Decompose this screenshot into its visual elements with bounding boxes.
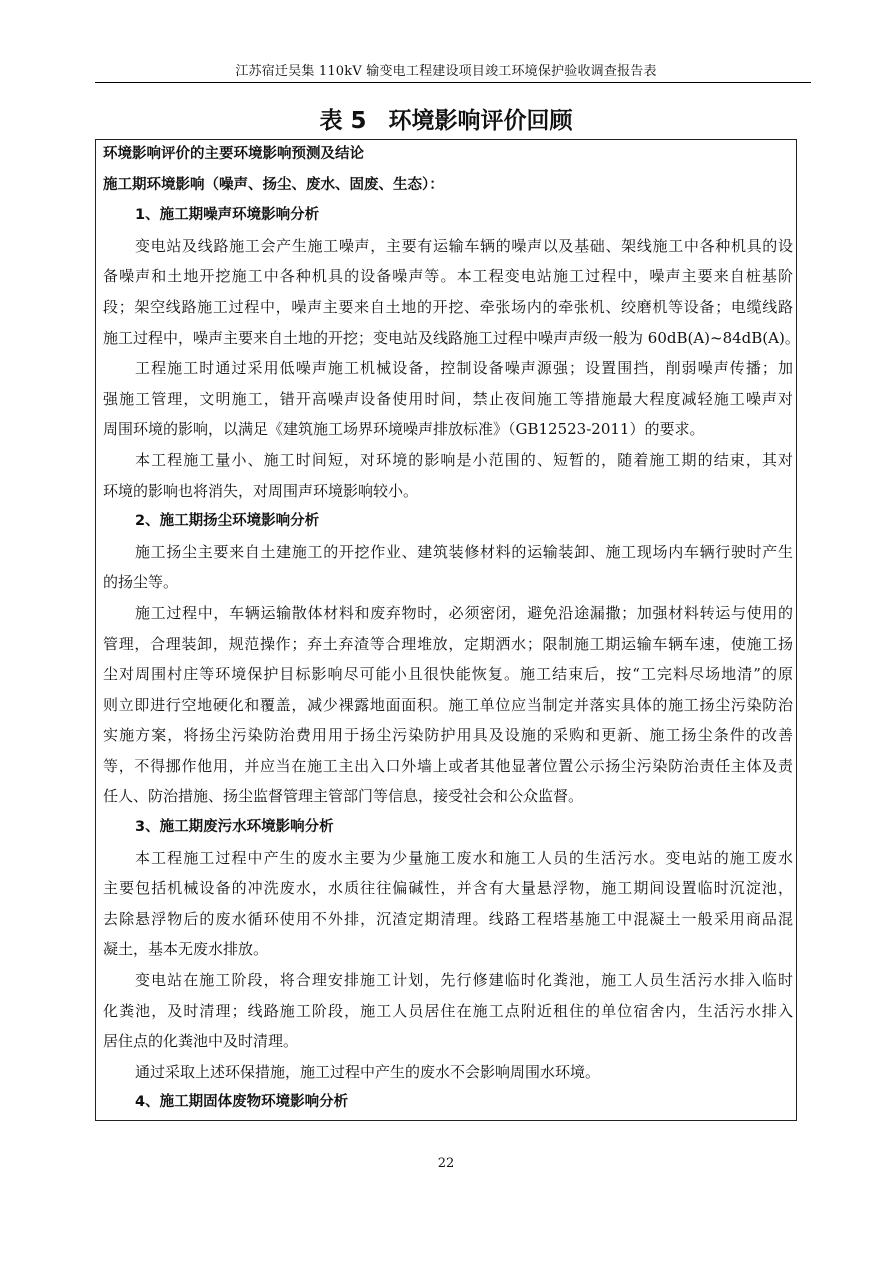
paragraph-line: 化粪池，及时清理；线路施工阶段，施工人员居住在施工点附近租住的单位宿舍内，生活污水排入: [103, 1001, 793, 1020]
paragraph-line: 尘对周围村庄等环境保护目标影响尽可能小且很快能恢复。施工结束后，按“工完料尽场地清”的原: [103, 665, 793, 684]
paragraph-line: 通过采取上述环保措施，施工过程中产生的废水不会影响周围水环境。: [135, 1062, 601, 1081]
paragraph-line: 的扬尘等。: [103, 573, 179, 592]
paragraph-line: 变电站在施工阶段，将合理安排施工计划，先行修建临时化粪池，施工人员生活污水排入临时: [135, 971, 793, 990]
header-rule: [95, 82, 811, 83]
table-content: [103, 139, 800, 1118]
table-title-text: 环境影响评价回顾: [388, 108, 573, 134]
paragraph-line: 实施方案，将扬尘污染防治费用用于扬尘污染防护用具及设施的采购和更新、施工扬尘条件的改善: [103, 726, 793, 745]
paragraph-line: 管理，合理装卸，规范操作；弃土弃渣等合理堆放，定期洒水；限制施工期运输车辆车速，使施工扬: [103, 634, 793, 653]
paragraph-line: 工程施工时通过采用低噪声施工机械设备，控制设备噪声源强；设置围挡，削弱噪声传播；加: [135, 359, 793, 378]
period-heading: 施工期环境影响（噪声、扬尘、废水、固废、生态）：: [103, 176, 444, 193]
paragraph-line: 施工过程中，噪声主要来自土地的开挖；变电站及线路施工过程中噪声声级一般为 60dB(A)~84dB(A)。: [103, 328, 800, 347]
paragraph-line: 本工程施工过程中产生的废水主要为少量施工废水和施工人员的生活污水。变电站的施工废水: [135, 848, 793, 867]
dust-heading: 2、施工期扬尘环境影响分析: [135, 513, 320, 530]
section-heading: 环境影响评价的主要环境影响预测及结论: [103, 146, 364, 162]
paragraph-line: 则立即进行空地硬化和覆盖，减少裸露地面面积。施工单位应当制定并落实具体的施工扬尘污染防治: [103, 695, 793, 714]
paragraph-line: 段；架空线路施工过程中，噪声主要来自土地的开挖、牵张场内的牵张机、绞磨机等设备；电缆线路: [103, 297, 793, 316]
paragraph-line: 变电站及线路施工会产生施工噪声，主要有运输车辆的噪声以及基础、架线施工中各种机具的设: [135, 236, 793, 255]
page-number: 22: [437, 1156, 455, 1171]
paragraph-line: 等，不得挪作他用，并应当在施工主出入口外墙上或者其他显著位置公示扬尘污染防治责任主体及责: [103, 756, 793, 775]
paragraph-line: 主要包括机械设备的冲洗废水，水质往往偏碱性，并含有大量悬浮物，施工期间设置临时沉淀池，: [103, 879, 793, 898]
paragraph-line: 施工扬尘主要来自土建施工的开挖作业、建筑装修材料的运输装卸、施工现场内车辆行驶时产生: [135, 542, 793, 561]
solid-waste-heading: 4、施工期固体废物环境影响分析: [135, 1094, 349, 1111]
paragraph-line: 去除悬浮物后的废水循环使用不外排，沉渣定期清理。线路工程塔基施工中混凝土一般采用商品混: [103, 909, 793, 928]
table-number: 表 5: [319, 108, 367, 134]
paragraph-line: 周围环境的影响，以满足《建筑施工场界环境噪声排放标准》（GB12523-2011）的要求。: [103, 420, 705, 439]
table-title: [0, 106, 892, 136]
wastewater-heading: 3、施工期废污水环境影响分析: [135, 819, 334, 836]
paragraph-line: 本工程施工量小、施工时间短，对环境的影响是小范围的、短暂的，随着施工期的结束，其对: [135, 450, 793, 469]
noise-heading: 1、施工期噪声环境影响分析: [135, 207, 320, 224]
paragraph-line: 居住点的化粪池中及时清理。: [103, 1032, 299, 1051]
running-header: 江苏宿迁吴集 110kV 输变电工程建设项目竣工环境保护验收调查报告表: [235, 64, 657, 79]
paragraph-line: 强施工管理，文明施工，错开高噪声设备使用时间，禁止夜间施工等措施最大程度减轻施工噪声对: [103, 389, 793, 408]
paragraph-line: 凝土，基本无废水排放。: [103, 940, 269, 959]
paragraph-line: 施工过程中，车辆运输散体材料和废弃物时，必须密闭，避免沿途漏撒；加强材料转运与使用的: [135, 603, 793, 622]
paragraph-line: 备噪声和土地开挖施工中各种机具的设备噪声等。本工程变电站施工过程中，噪声主要来自桩基阶: [103, 267, 793, 286]
paragraph-line: 环境的影响也将消失，对周围声环境影响较小。: [103, 481, 419, 500]
paragraph-line: 任人、防治措施、扬尘监督管理主管部门等信息，接受社会和公众监督。: [103, 787, 584, 806]
